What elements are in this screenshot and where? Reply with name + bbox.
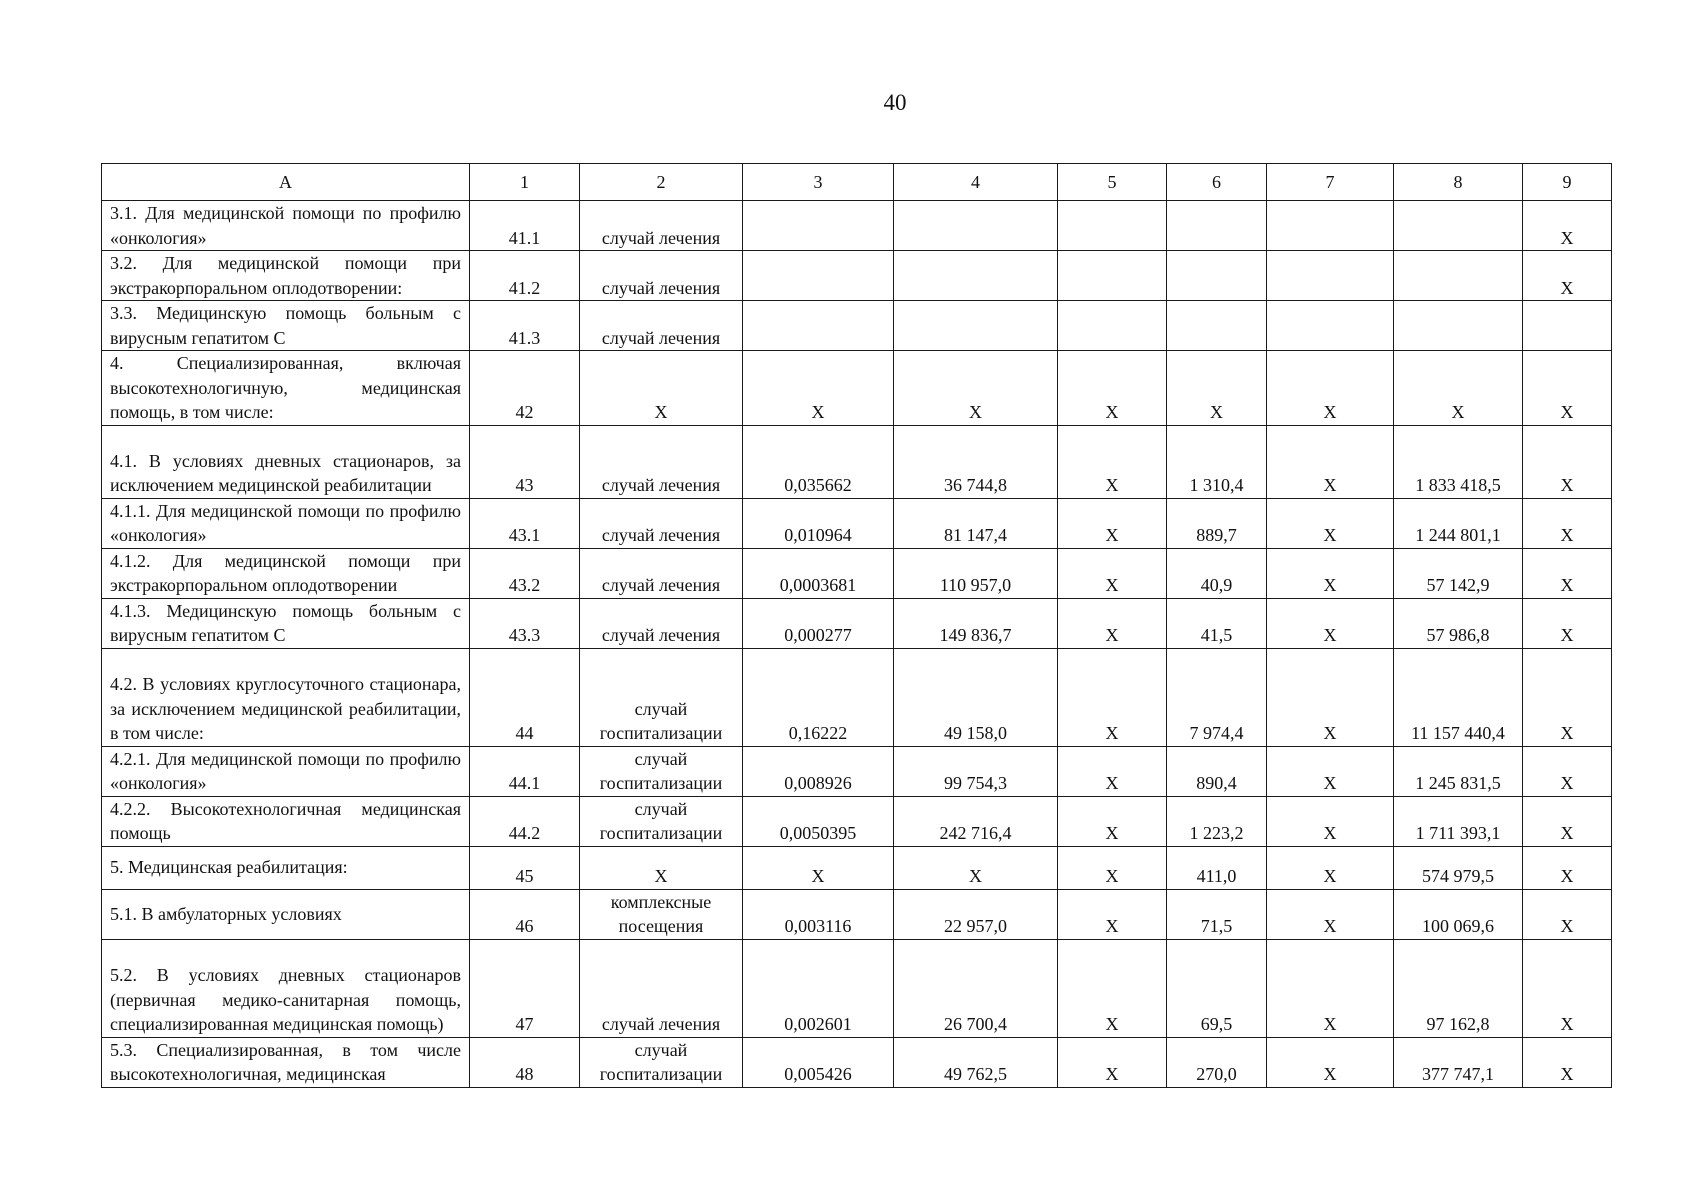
- row-label-cell: 3.2. Для медицинской помощи при экстракорпоральном оплодотворении:: [102, 251, 470, 301]
- cell-col-4: [894, 201, 1058, 251]
- cell-col-8: 377 747,1: [1394, 1037, 1523, 1087]
- cell-col-5: Х: [1058, 746, 1167, 796]
- cell-col-1: 41.1: [470, 201, 580, 251]
- cell-col-4: [894, 301, 1058, 351]
- cell-col-5: Х: [1058, 425, 1167, 498]
- cell-col-3: 0,035662: [743, 425, 894, 498]
- cell-col-9: Х: [1523, 889, 1612, 939]
- cell-col-9: [1523, 301, 1612, 351]
- cell-col-3: 0,000277: [743, 598, 894, 648]
- cell-col-4: 36 744,8: [894, 425, 1058, 498]
- cell-col-3: Х: [743, 846, 894, 889]
- cell-col-5: Х: [1058, 351, 1167, 426]
- cell-col-9: Х: [1523, 548, 1612, 598]
- column-header: 8: [1394, 164, 1523, 201]
- cell-col-7: [1267, 301, 1394, 351]
- cell-col-3: 0,003116: [743, 889, 894, 939]
- table-row: [102, 351, 1612, 426]
- column-header: 9: [1523, 164, 1612, 201]
- cell-col-6: 270,0: [1167, 1037, 1267, 1087]
- column-header: 4: [894, 164, 1058, 201]
- table-row: [102, 746, 1612, 796]
- cell-col-7: [1267, 201, 1394, 251]
- cell-col-4: 81 147,4: [894, 498, 1058, 548]
- table-row: [102, 425, 1612, 498]
- row-label-cell: 4.2.1. Для медицинской помощи по профилю «онкология»: [102, 746, 470, 796]
- cell-col-1: 43: [470, 425, 580, 498]
- cell-col-2: Х: [580, 846, 743, 889]
- cell-col-4: 22 957,0: [894, 889, 1058, 939]
- cell-col-1: 41.3: [470, 301, 580, 351]
- row-label-cell: 4.1. В условиях дневных стационаров, за исключением медицинской реабилитации: [102, 425, 470, 498]
- cell-col-5: [1058, 301, 1167, 351]
- table-row: [102, 1037, 1612, 1087]
- cell-col-1: 46: [470, 889, 580, 939]
- cell-col-6: 7 974,4: [1167, 648, 1267, 746]
- cell-col-8: 57 986,8: [1394, 598, 1523, 648]
- cell-col-9: Х: [1523, 746, 1612, 796]
- cell-col-7: Х: [1267, 846, 1394, 889]
- cell-col-4: Х: [894, 351, 1058, 426]
- cell-col-8: 11 157 440,4: [1394, 648, 1523, 746]
- cell-col-9: Х: [1523, 648, 1612, 746]
- cell-col-2: случай лечения: [580, 251, 743, 301]
- cell-col-3: [743, 201, 894, 251]
- cell-col-1: 43.3: [470, 598, 580, 648]
- cell-col-7: Х: [1267, 1037, 1394, 1087]
- cell-col-8: 1 833 418,5: [1394, 425, 1523, 498]
- cell-col-1: 47: [470, 939, 580, 1037]
- cell-col-7: Х: [1267, 548, 1394, 598]
- cell-col-8: [1394, 301, 1523, 351]
- header-row: [102, 164, 1612, 201]
- cell-col-5: Х: [1058, 939, 1167, 1037]
- cell-col-9: Х: [1523, 796, 1612, 846]
- cell-col-1: 41.2: [470, 251, 580, 301]
- cell-col-4: [894, 251, 1058, 301]
- row-label-cell: 3.1. Для медицинской помощи по профилю «онкология»: [102, 201, 470, 251]
- row-label-cell: 4.1.1. Для медицинской помощи по профилю «онкология»: [102, 498, 470, 548]
- column-header: 5: [1058, 164, 1167, 201]
- cell-col-7: Х: [1267, 746, 1394, 796]
- cell-col-8: Х: [1394, 351, 1523, 426]
- cell-col-5: Х: [1058, 648, 1167, 746]
- table-row: [102, 796, 1612, 846]
- cell-col-8: [1394, 251, 1523, 301]
- cell-col-6: 40,9: [1167, 548, 1267, 598]
- cell-col-9: Х: [1523, 201, 1612, 251]
- cell-col-7: Х: [1267, 648, 1394, 746]
- cell-col-2: случай госпитализации: [580, 796, 743, 846]
- cell-col-3: 0,16222: [743, 648, 894, 746]
- cell-col-5: [1058, 201, 1167, 251]
- cell-col-6: [1167, 301, 1267, 351]
- cell-col-2: комплексные посещения: [580, 889, 743, 939]
- cell-col-1: 44.2: [470, 796, 580, 846]
- cell-col-7: Х: [1267, 498, 1394, 548]
- cell-col-9: Х: [1523, 1037, 1612, 1087]
- cell-col-9: Х: [1523, 939, 1612, 1037]
- cell-col-2: случай лечения: [580, 498, 743, 548]
- cell-col-6: 69,5: [1167, 939, 1267, 1037]
- data-table: [101, 163, 1612, 1088]
- table-body: [102, 201, 1612, 1088]
- cell-col-1: 43.2: [470, 548, 580, 598]
- cell-col-7: Х: [1267, 796, 1394, 846]
- row-label-cell: 4.2. В условиях круглосуточного стационара, за исключением медицинской реабилитации, в том числе:: [102, 648, 470, 746]
- cell-col-3: 0,008926: [743, 746, 894, 796]
- cell-col-5: Х: [1058, 889, 1167, 939]
- table-row: [102, 648, 1612, 746]
- cell-col-7: Х: [1267, 939, 1394, 1037]
- row-label-cell: 4. Специализированная, включая высокотехнологичную, медицинская помощь, в том числе:: [102, 351, 470, 426]
- page-number: 40: [883, 90, 907, 115]
- cell-col-4: Х: [894, 846, 1058, 889]
- cell-col-6: 1 223,2: [1167, 796, 1267, 846]
- cell-col-8: [1394, 201, 1523, 251]
- table-row: [102, 598, 1612, 648]
- table-row: [102, 889, 1612, 939]
- cell-col-2: случай госпитализации: [580, 648, 743, 746]
- column-header: 6: [1167, 164, 1267, 201]
- column-header: 2: [580, 164, 743, 201]
- cell-col-8: 57 142,9: [1394, 548, 1523, 598]
- cell-col-4: 149 836,7: [894, 598, 1058, 648]
- column-header: 1: [470, 164, 580, 201]
- cell-col-6: 41,5: [1167, 598, 1267, 648]
- table-row: [102, 846, 1612, 889]
- cell-col-1: 48: [470, 1037, 580, 1087]
- cell-col-5: Х: [1058, 498, 1167, 548]
- cell-col-9: Х: [1523, 351, 1612, 426]
- cell-col-6: 1 310,4: [1167, 425, 1267, 498]
- cell-col-8: 100 069,6: [1394, 889, 1523, 939]
- table-row: [102, 498, 1612, 548]
- row-label-cell: 4.1.3. Медицинскую помощь больным с вирусным гепатитом С: [102, 598, 470, 648]
- cell-col-9: Х: [1523, 425, 1612, 498]
- cell-col-8: 1 244 801,1: [1394, 498, 1523, 548]
- cell-col-4: 49 762,5: [894, 1037, 1058, 1087]
- cell-col-4: 99 754,3: [894, 746, 1058, 796]
- cell-col-3: 0,002601: [743, 939, 894, 1037]
- column-header: А: [102, 164, 470, 201]
- cell-col-6: 411,0: [1167, 846, 1267, 889]
- cell-col-9: Х: [1523, 251, 1612, 301]
- cell-col-7: Х: [1267, 889, 1394, 939]
- cell-col-2: случай лечения: [580, 425, 743, 498]
- cell-col-5: Х: [1058, 1037, 1167, 1087]
- cell-col-2: случай лечения: [580, 598, 743, 648]
- cell-col-3: [743, 301, 894, 351]
- table-row: [102, 548, 1612, 598]
- cell-col-2: случай лечения: [580, 548, 743, 598]
- row-label-cell: 5.2. В условиях дневных стационаров (первичная медико-санитарная помощь, специализированная медицинская помощь): [102, 939, 470, 1037]
- cell-col-3: Х: [743, 351, 894, 426]
- table-row: [102, 251, 1612, 301]
- cell-col-3: 0,0050395: [743, 796, 894, 846]
- cell-col-6: 889,7: [1167, 498, 1267, 548]
- cell-col-8: 1 245 831,5: [1394, 746, 1523, 796]
- column-header: 3: [743, 164, 894, 201]
- row-label-cell: 4.2.2. Высокотехнологичная медицинская помощь: [102, 796, 470, 846]
- cell-col-1: 43.1: [470, 498, 580, 548]
- cell-col-6: 890,4: [1167, 746, 1267, 796]
- cell-col-5: [1058, 251, 1167, 301]
- cell-col-2: случай госпитализации: [580, 1037, 743, 1087]
- cell-col-1: 42: [470, 351, 580, 426]
- row-label-cell: 3.3. Медицинскую помощь больным с вирусным гепатитом С: [102, 301, 470, 351]
- cell-col-9: Х: [1523, 846, 1612, 889]
- cell-col-7: [1267, 251, 1394, 301]
- cell-col-7: Х: [1267, 598, 1394, 648]
- cell-col-6: 71,5: [1167, 889, 1267, 939]
- cell-col-2: Х: [580, 351, 743, 426]
- cell-col-7: Х: [1267, 425, 1394, 498]
- cell-col-7: Х: [1267, 351, 1394, 426]
- cell-col-9: Х: [1523, 598, 1612, 648]
- cell-col-2: случай госпитализации: [580, 746, 743, 796]
- table-row: [102, 201, 1612, 251]
- cell-col-4: 26 700,4: [894, 939, 1058, 1037]
- cell-col-6: [1167, 201, 1267, 251]
- row-label-cell: 4.1.2. Для медицинской помощи при экстракорпоральном оплодотворении: [102, 548, 470, 598]
- cell-col-8: 574 979,5: [1394, 846, 1523, 889]
- cell-col-5: Х: [1058, 598, 1167, 648]
- cell-col-1: 44: [470, 648, 580, 746]
- row-label-cell: 5.3. Специализированная, в том числе высокотехнологичная, медицинская: [102, 1037, 470, 1087]
- table-row: [102, 301, 1612, 351]
- cell-col-2: случай лечения: [580, 939, 743, 1037]
- table-row: [102, 939, 1612, 1037]
- row-label-cell: 5.1. В амбулаторных условиях: [102, 889, 470, 939]
- cell-col-2: случай лечения: [580, 201, 743, 251]
- cell-col-9: Х: [1523, 498, 1612, 548]
- cell-col-6: Х: [1167, 351, 1267, 426]
- cell-col-3: 0,0003681: [743, 548, 894, 598]
- cell-col-4: 242 716,4: [894, 796, 1058, 846]
- column-header: 7: [1267, 164, 1394, 201]
- cell-col-4: 49 158,0: [894, 648, 1058, 746]
- cell-col-3: 0,010964: [743, 498, 894, 548]
- cell-col-1: 45: [470, 846, 580, 889]
- cell-col-5: Х: [1058, 548, 1167, 598]
- cell-col-2: случай лечения: [580, 301, 743, 351]
- row-label-cell: 5. Медицинская реабилитация:: [102, 846, 470, 889]
- cell-col-5: Х: [1058, 846, 1167, 889]
- cell-col-8: 1 711 393,1: [1394, 796, 1523, 846]
- cell-col-1: 44.1: [470, 746, 580, 796]
- cell-col-3: [743, 251, 894, 301]
- cell-col-6: [1167, 251, 1267, 301]
- cell-col-4: 110 957,0: [894, 548, 1058, 598]
- cell-col-3: 0,005426: [743, 1037, 894, 1087]
- cell-col-8: 97 162,8: [1394, 939, 1523, 1037]
- cell-col-5: Х: [1058, 796, 1167, 846]
